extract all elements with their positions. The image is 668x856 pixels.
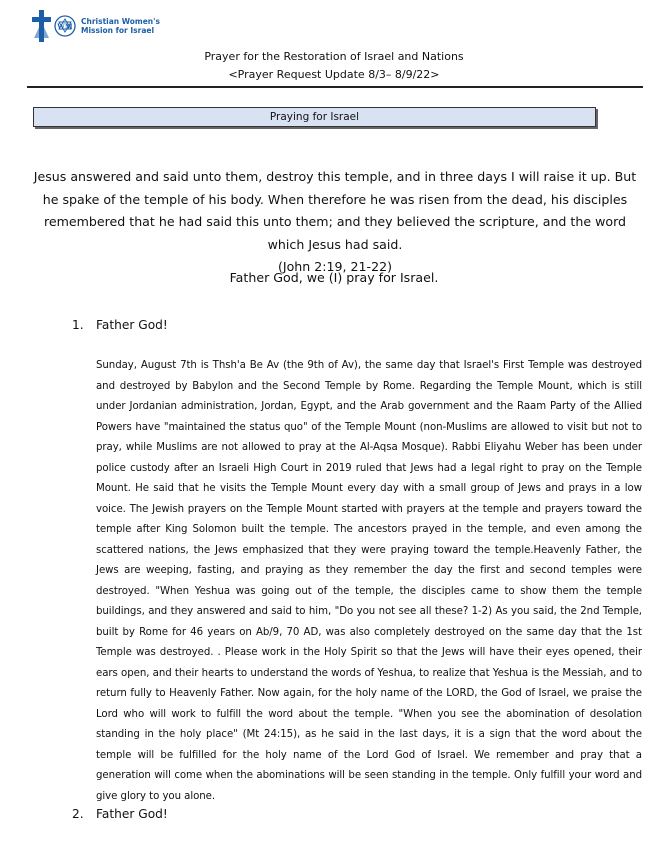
- prayer-intro: Father God, we (I) pray for Israel.: [229, 270, 439, 285]
- document-subtitle: <Prayer Request Update 8/3– 8/9/22>: [228, 68, 440, 81]
- document-title: Prayer for the Restoration of Israel and Nations: [204, 50, 464, 63]
- item-number: 2.: [72, 807, 84, 821]
- item-heading: Father God!: [96, 807, 168, 821]
- header-divider: [27, 86, 643, 88]
- item-number: 1.: [72, 318, 84, 332]
- item-body: Sunday, August 7th is Thsh'a Be Av (the 9th of Av), the same day that Israel's First Temple was destroyed and destroyed by Babylon and the Second Temple by Rome. Regarding the Temple Mount, which is still under Jordanian administration, Jordan, Egypt, and the Arab government and the Raam Party of the Allied Powers have "maintained the status quo" of the Temple Mount (non-Muslims are allowed to visit but not to pray, while Muslims are not allowed to pray at the Al-Aqsa Mosque). Rabbi Eliyahu Weber has been under police custody after an Israeli High Court in 2019 ruled that Jews had a legal right to pray on the Temple Mount. He said that he visits the Temple Mount every day with a small group of Jews and prays in a low voice. The Jewish prayers on the Temple Mount started with prayers at the temple and prayers toward the temple after King Solomon built the temple. The ancestors prayed in the temple, and even among the scattered nations, the Jews emphasized that they were praying toward the temple.Heavenly Father, the Jews are weeping, fasting, and praying as they remember the day the first and second temples were destroyed. "When Yeshua was going out of the temple, the disciples came to show them the temple buildings, and they answered and said to him, "Do you not see all these? 1-2) As you said, the 2nd Temple, built by Rome for 46 years on Ab/9, 70 AD, was also completely destroyed on the same day that the 1st Temple was destroyed. . Please work in the Holy Spirit so that the Jews will have their eyes opened, their ears open, and their hearts to understand the words of Yeshua, to realize that Yeshua is the Messiah, and to return fully to Heavenly Father. Now again, for the holy name of the LORD, the God of Israel, we praise the Lord who will work to fulfill the word about the temple. "When you see the abomination of desolation standing in the holy place" (Mt 24:15), as he said in the last days, it is a sign that the word about the temple will be fulfilled for the holy name of the Lord God of Israel. We remember and pray that a generation will come when the abominations will be seen standing in the temple. Only fulfill your word and give glory to you alone.: [96, 360, 642, 802]
- org-name-line1: Christian Women's: [81, 17, 160, 26]
- org-name-line2: Mission for Israel: [81, 26, 155, 35]
- item-heading: Father God!: [96, 318, 168, 332]
- svg-text:WM: WM: [57, 22, 73, 31]
- scripture-verse: [28, 166, 642, 279]
- section-heading: Praying for Israel: [33, 107, 596, 127]
- org-name: [81, 17, 161, 35]
- verse-text: Jesus answered and said unto them, destroy this temple, and in three days I will raise it up. But he spake of the temple of his body. When therefore he was risen from the dead, his disciples remembered that he had said this unto them; and they believed the scripture, and the word which Jesus had said.: [33, 169, 637, 252]
- verse-reference: (John 2:19, 21-22): [277, 259, 393, 274]
- org-logo: [30, 8, 160, 44]
- cross-logo-icon: [30, 8, 80, 44]
